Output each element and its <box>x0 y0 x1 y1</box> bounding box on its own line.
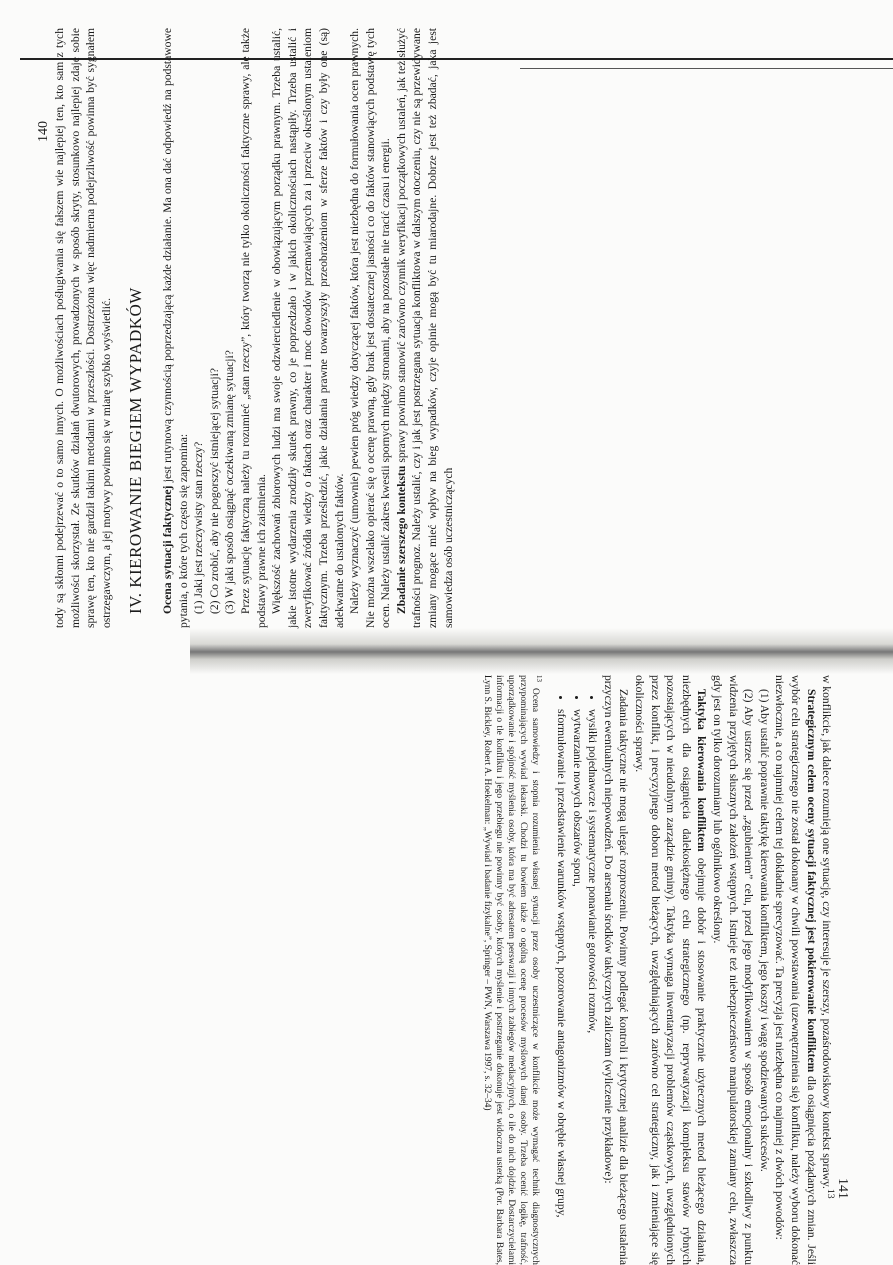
paragraph: Należy wyznaczyć (umownie) pewien próg wiedzy dotyczącej faktów, która jest niezbędna do formułowania ocen prawnych. Nie można wszelako opierać się o ocenę prawną, gdy brak jest dostatecznej jasności co do faktów stanowiących podstawę tych ocen. Należy ustalić zakres kwestii spornych między stronami, aby na pozostałe nie tracić czasu i energii. <box>348 28 393 628</box>
bold-term: Zbadanie szerszego kontekstu <box>394 465 408 614</box>
question-item: (3) W jaki sposób osiągnąć oczekiwaną zmianę sytuacji? <box>223 350 237 614</box>
paragraph <box>631 675 709 1265</box>
paragraph-text: sprawy powinno stanowić zarówno czynnik weryfikacji początkowych ustaleń, jak też służyć trafności prognoz. Należy ustalić, czy i jak jest postrzegana sytuacja konfliktowa w dalszym otoczeniu, czy nie są przewidywane zmiany mogące mieć wpływ na bieg wypadków, czyje opinie mogą być tu miarodajne. Dobrze jest też zbadać, jaka jest samowiedza osób uczestniczących <box>394 28 455 628</box>
paragraph-text: jest rutynową czynnością poprzedzającą każde działanie. Ma ona dać odpowiedź na podstawowe pytania, o które tych często się zapomina: <box>160 28 190 628</box>
paragraph: Większość zachowań zbiorowych ludzi ma swoje odzwierciedlenie w obowiązującym porządku prawnym. Trzeba ustalić, jakie istotne wydarzenia zrodziły skutek prawny, co je poprzedzało i w jakich okolicznościach nastąpiły. Trzeba ustalić i zweryfikować źródła wiedzy o faktach oraz charakter i moc dowodów przemawiających za i przeciw określonym ustaleniom faktycznym. Trzeba prześledzić, jakie działania prawne towarzyszyły przeobrażeniom w sferze faktów i czy były one (są) adekwatne do ustalonych faktów. <box>270 28 346 628</box>
bold-term: Taktyka kierowania konfliktem <box>695 689 709 852</box>
intro-paragraph: tody są skłonni podejrzewać o to samo innych. O możliwościach pośługiwania się fałszem wie najlepiej ten, kto sam z tych możliwości skorzystał. Ze skutków działań dwutorowych, prowadzonych w sposób skryty, stosunkowo najlepiej zdaje sobie sprawę ten, kto nie gardził takimi metodami w przeszłości. Dostrzeżona więc nadmierna podejrzliwość powinna być sygnałem ostrzegawczym, a jej motywy powinno się w miarę szybko wyświetlić. <box>53 28 113 628</box>
footnote <box>481 675 546 1265</box>
bold-term: Strategicznym celem oceny sytuacji faktycznej jest pokierowanie konfliktem <box>804 689 818 1073</box>
page-number-right: 141 <box>835 1178 850 1199</box>
paragraph-text: w konflikcie, jak dalece rozumieją one sytuację, czy interesuje je szerszy, pozaśrodowiskowy kontekst sprawy. <box>820 675 834 1189</box>
reason-item: (1) Aby ustalić poprawnie taktykę kierowania konfliktem, jego koszty i wagę spodziewanych sukcesów. <box>757 689 771 1172</box>
paragraph-text: dla osiągnięcia pożądanych zmian. Jeśli wybór celu strategicznego nie został dokonany w chwili powstawania (uzewnętrznienia się) konfliktu, należy wyboru dokonać niezwłocznie, a co najmniej celem tej dokładnie sprecyzować. Ta precyzja jest niezbędna co najmniej z dwóch powodów: <box>773 675 818 1265</box>
page-gutter-shadow <box>190 628 893 674</box>
question-item: (1) Jaki jest rzeczywisty stan rzeczy? <box>192 441 206 614</box>
scan-edge-line <box>520 68 893 69</box>
paragraph <box>394 28 456 628</box>
bold-term: Ocena sytuacji faktycznej <box>160 485 174 614</box>
paragraph <box>819 675 838 1265</box>
left-page <box>52 28 455 628</box>
tactics-list <box>553 675 600 1265</box>
list-item: • wysiłki pojednawcze i systematyczne ponawianie gotowości rozmów, <box>585 709 601 1265</box>
reason-item: (2) Aby ustrzec się przed „zgubieniem” celu, przed jego modyfikowaniem w sposób emocjonalny i szkodliwy z punktu widzenia przyjętych słusznych założeń wstępnych. Istnieje też niebezpieczeństwo manipulatorskiej zamiany celu, zwłaszcza gdy jest on tylko dorozumiany lub ogólnikowo określony. <box>710 675 756 1265</box>
paragraph-text: obejmuje dobór i stosowanie praktycznie użytecznych metod bieżącego działania, niezbędnych dla osiągnięcia dalekosiężnego celu strategicznego (np. reprywatyzacji kompleksu stawów rybnych pozostających w nieudolnym zarządzie gminy). Taktyka wymaga inwentaryzacji problemów cząstkowych, uwzględnionych przez konflikt, i precyzyjnego doboru metod bieżących, uwzględniających zarówno cel strategiczny, jak i zmieniające się okoliczności sprawy. <box>633 675 709 1265</box>
left-page-text <box>52 28 456 628</box>
section-heading: IV. KIEROWANIE BIEGIEM WYPADKÓW <box>126 287 146 614</box>
list-item: • wytwarzanie nowych obszarów sporu, <box>569 709 585 1265</box>
page-number-left: 140 <box>36 121 51 142</box>
footnote-text: Ocena samowiedzy i stopnia rozumienia własnej sytuacji przez osoby uczestniczące w konflikcie może wymagać technik diagnostycznych przypominających wywiad lekarski. Chodzi tu bowiem także o ogólną ocenę procesów myślowych danej osoby. Trzeba ocenić logikę, trafność, uporządkowanie i spójność myślenia osoby, która ma być adresatem perswazji i innych zabiegów mediacyjnych, o ile do nich dojdzie. Dostarczycielami informacji o tle konfliktu i jego przebiegu nie powinny być osoby, których myślenie i postrzeganie dokonuje jest widoczna usterką (Por. Barbara Bates, Lynn S. Bickley, Robert A. Hoekelman: „Wywiad i badanie fizykalne”, Springer – PWN, Warszawa 1997, s. 32–34) <box>481 675 541 1265</box>
paragraph: Zadania taktyczne nie mogą ulegać rozproszeniu. Powinny podlegać kontroli i krytycznej analizie dla bieżącego ustalenia przyczyn ewentualnych niepowodzeń. Do arsenału środków taktycznych zaliczam (wyliczenie przykładowe): <box>601 675 631 1265</box>
paragraph <box>160 28 191 628</box>
right-page-text <box>481 675 838 1265</box>
paragraph <box>772 675 819 1265</box>
footnote-number: 13 <box>535 675 544 682</box>
footnote-ref: 13 <box>825 1188 836 1199</box>
right-page <box>481 675 838 1265</box>
question-item: (2) Co zrobić, aby nie pogorszyć istniejącej sytuacji? <box>207 368 221 614</box>
list-item: • sformułowanie i przedstawienie warunków wstępnych, pozorowanie antagonizmów w obrębie własnej grupy, <box>553 709 569 1265</box>
paragraph: Przez sytuację faktyczną należy tu rozumieć „stan rzeczy”, który tworzą nie tylko okoliczności faktyczne sprawy, ale także podstawy prawne ich zaistnienia. <box>238 28 268 628</box>
